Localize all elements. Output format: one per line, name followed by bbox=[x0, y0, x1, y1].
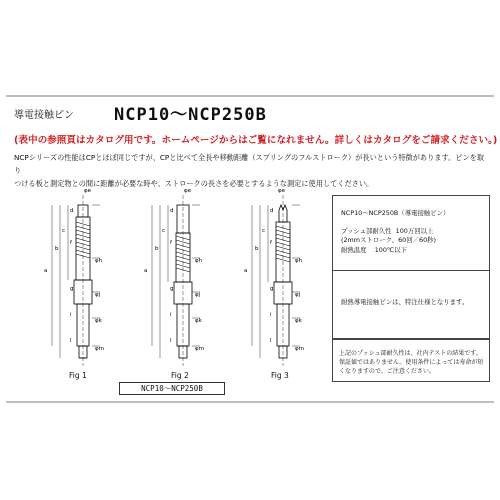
dim-label: i bbox=[170, 312, 172, 318]
spec-heat-value: 100℃以下 bbox=[374, 246, 407, 254]
title-japanese: 導電接触ピン bbox=[14, 110, 74, 121]
dim-label: c bbox=[262, 228, 266, 234]
dim-label: φe bbox=[184, 188, 192, 194]
dim-label: φe bbox=[278, 188, 286, 194]
pin-figure-2 bbox=[152, 195, 200, 366]
dim-label: c bbox=[62, 228, 66, 234]
dim-label: φh bbox=[295, 258, 303, 264]
spec-title: NCP10〜NCP250B（導電接触ピン） bbox=[341, 209, 450, 217]
dim-label: d bbox=[270, 208, 274, 214]
spec-note-box bbox=[332, 270, 490, 340]
dim-label: φm bbox=[295, 346, 304, 352]
dim-label: i bbox=[70, 312, 72, 318]
spec-life-label: プッシュ部耐久性 bbox=[341, 227, 392, 235]
dim-label: g bbox=[170, 286, 174, 292]
figure-label: Fig 3 bbox=[271, 371, 289, 380]
spec-heat-label: 耐熱温度 bbox=[341, 246, 367, 254]
dim-label: φk bbox=[95, 318, 102, 324]
dim-label: φj bbox=[195, 292, 201, 298]
dim-label: i bbox=[270, 312, 272, 318]
description-line: つける板と測定物との間に距離が必要な時や、ストロークの長さを必要とするような測定に使用してください。 bbox=[14, 179, 374, 188]
spec-box bbox=[332, 195, 490, 271]
dim-label: φm bbox=[95, 346, 104, 352]
spec-note: 耐熱導電接触ピンは、特注仕様となります。 bbox=[341, 298, 469, 306]
dim-label: b bbox=[155, 246, 159, 252]
dim-label: φk bbox=[195, 318, 202, 324]
dim-label: φj bbox=[295, 292, 301, 298]
dim-label: c bbox=[162, 228, 166, 234]
dim-label: d bbox=[170, 208, 174, 214]
dim-label: a bbox=[244, 268, 248, 274]
dim-label: l bbox=[70, 338, 72, 344]
dim-label: a bbox=[44, 268, 48, 274]
dim-label: f bbox=[170, 240, 172, 246]
footnote-line: 上記のプッシュ部耐久性は、社内テストの結果です。 bbox=[339, 350, 482, 357]
figure-label: Fig 1 bbox=[69, 371, 87, 380]
catalog-notice: (表中の参照頁はカタログ用です。ホームページからはご覧になれません。詳しくはカタログをご請求ください。) bbox=[14, 135, 498, 146]
product-description bbox=[14, 151, 490, 190]
dim-label: b bbox=[255, 246, 259, 252]
page-title: NCP10〜NCP250B bbox=[114, 105, 267, 125]
dim-label: d bbox=[70, 208, 74, 214]
dim-label: g bbox=[270, 286, 274, 292]
dim-label: a bbox=[144, 268, 148, 274]
figure-caption: NCP10〜NCP250B bbox=[119, 382, 225, 395]
spec-life-note: (2mmストローク、60回／60秒) bbox=[341, 236, 437, 244]
dim-label: φj bbox=[95, 292, 101, 298]
pin-figure-1 bbox=[52, 195, 100, 366]
dim-label: φh bbox=[95, 258, 103, 264]
dim-label: l bbox=[170, 338, 172, 344]
footnote-box bbox=[332, 338, 490, 382]
spec-life bbox=[341, 226, 433, 235]
spec-heat bbox=[341, 245, 407, 254]
dim-label: f bbox=[270, 240, 272, 246]
pin-figure-3 bbox=[252, 195, 300, 366]
description-line: NCPシリーズの性能はCPとほぼ同じですが、CPと比べて全長や移動距離（スプリングのフルストローク）が長いという特徴があります。ピンを取り bbox=[14, 153, 485, 175]
dim-label: g bbox=[70, 286, 74, 292]
dim-label: l bbox=[270, 338, 272, 344]
dim-label: φe bbox=[84, 188, 92, 194]
dim-label: φm bbox=[195, 346, 204, 352]
dim-label: φk bbox=[295, 318, 302, 324]
spec-life-value: 100万回以上 bbox=[395, 227, 434, 235]
footnote-line: くなりますので、ご注意ください。 bbox=[339, 368, 435, 375]
dim-label: b bbox=[55, 246, 59, 252]
dim-label: φh bbox=[195, 258, 203, 264]
dim-label: f bbox=[70, 240, 72, 246]
figure-label: Fig 2 bbox=[171, 371, 189, 380]
footnote-line: 保証値ではありません。使用条件によっては寿命が短 bbox=[339, 359, 484, 366]
